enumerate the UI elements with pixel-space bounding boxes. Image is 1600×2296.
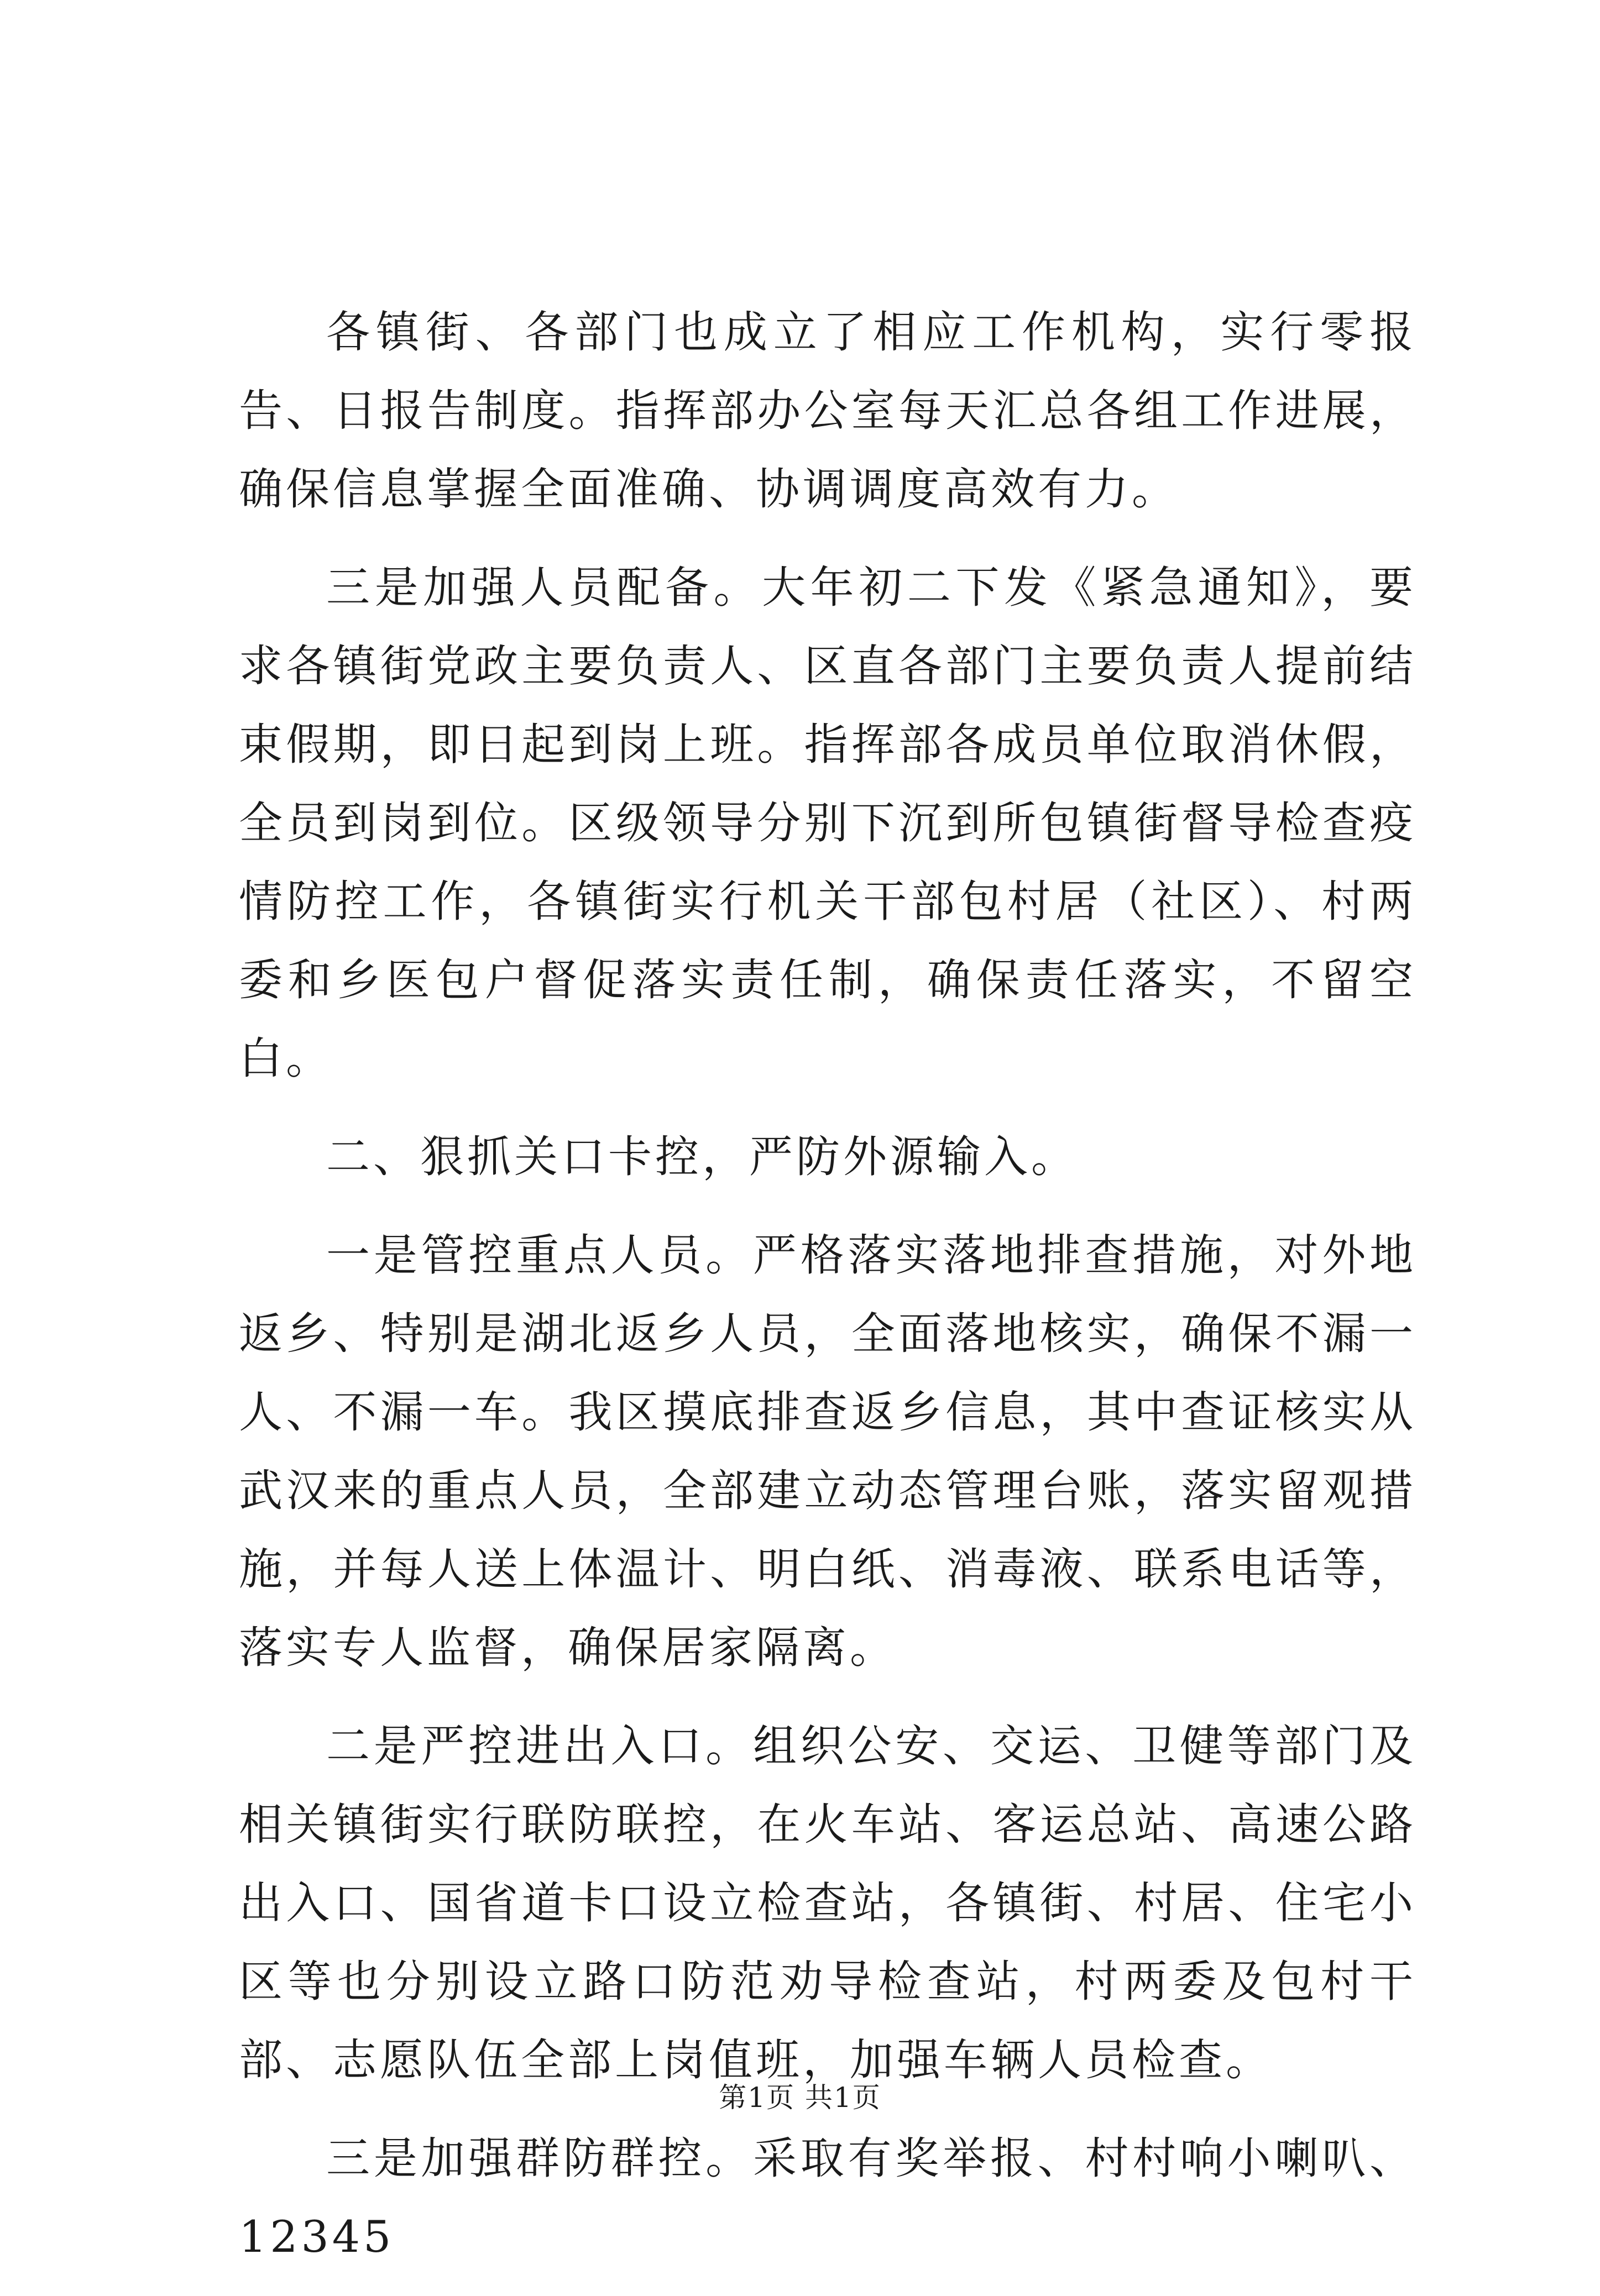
document-body [239, 293, 1416, 2296]
paragraph-6: 三是加强群防群控。采取有奖举报、村村响小喇叭、12345 [239, 2133, 1416, 2262]
paragraph-2: 三是加强人员配备。大年初二下发《紧急通知》，要求各镇街党政主要负责人、区直各部门主要负责人提前结束假期，即日起到岗上班。指挥部各成员单位取消休假，全员到岗到位。区级领导分别下沉到所包镇街督导检查疫情防控工作，各镇街实行机关干部包村居（社区）、村两委和乡医包户督促落实责任制，确保责任落实，不留空白。 [239, 562, 1416, 1084]
paragraph-1: 各镇街、各部门也成立了相应工作机构，实行零报告、日报告制度。指挥部办公室每天汇总各组工作进展，确保信息掌握全面准确、协调调度高效有力。 [239, 307, 1416, 515]
page-number-label: 第1页 共1页 [719, 2082, 881, 2114]
page-footer [0, 2078, 1600, 2117]
paragraph-5: 二是严控进出入口。组织公安、交运、卫健等部门及相关镇街实行联防联控，在火车站、客运总站、高速公路出入口、国省道卡口设立检查站，各镇街、村居、住宅小区等也分别设立路口防范劝导检查站，村两委及包村干部、志愿队伍全部上岗值班，加强车辆人员检查。 [239, 1721, 1416, 2085]
paragraph-3-section-heading: 二、狠抓关口卡控，严防外源输入。 [326, 1131, 1078, 1182]
paragraph-4: 一是管控重点人员。严格落实落地排查措施，对外地返乡、特别是湖北返乡人员，全面落地核实，确保不漏一人、不漏一车。我区摸底排查返乡信息，其中查证核实从武汉来的重点人员，全部建立动态管理台账，落实留观措施，并每人送上体温计、明白纸、消毒液、联系电话等，落实专人监督，确保居家隔离。 [239, 1230, 1416, 1673]
